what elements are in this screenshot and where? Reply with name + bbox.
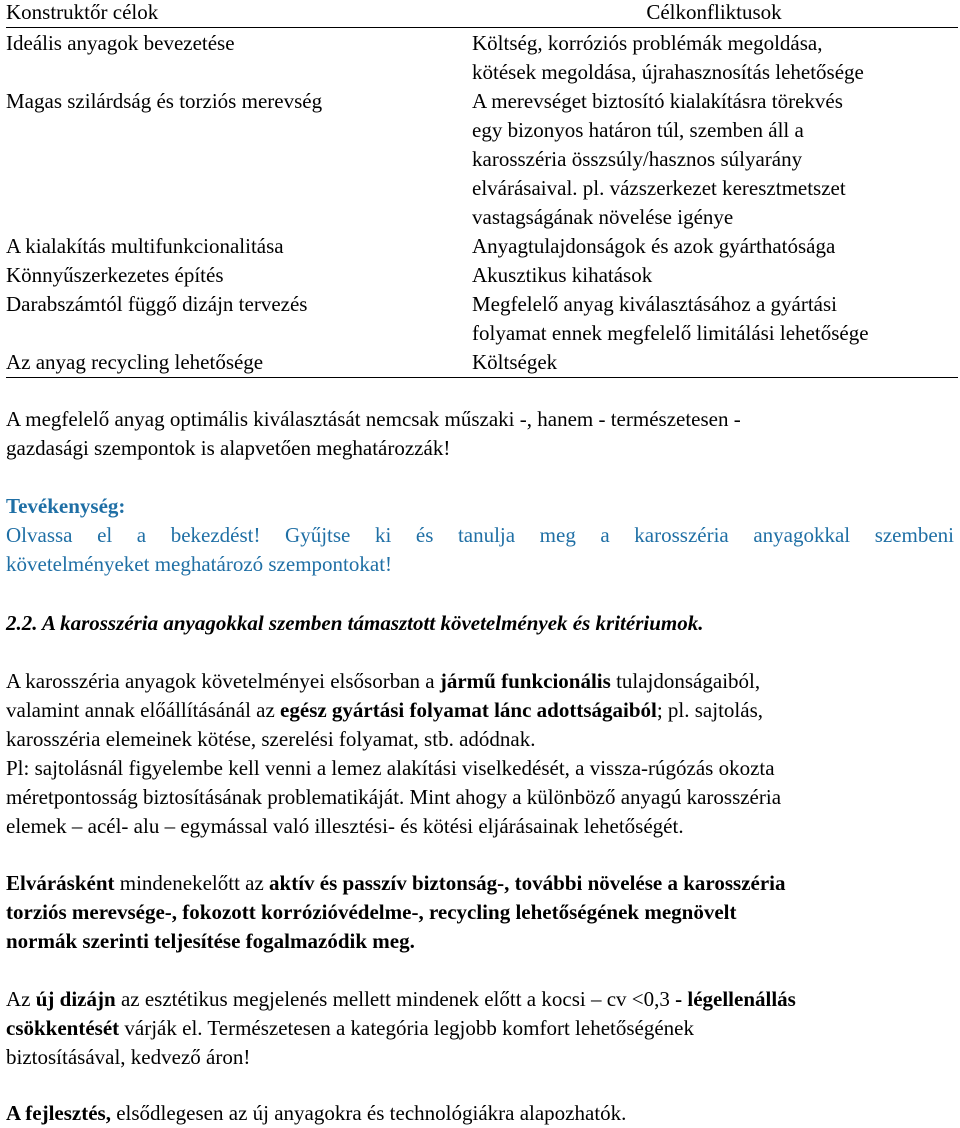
paragraph-line	[6, 985, 954, 1014]
bold-text: aktív és passzív biztonság-, további növelése a karosszéria	[269, 871, 786, 895]
text-run: mindenekelőtt az	[114, 871, 270, 895]
text-run: tulajdonságaiból,	[610, 669, 761, 693]
goal-cell: Könnyűszerkezetes építés	[6, 263, 224, 287]
text-run: elsődlegesen az új anyagokra és technológiákra alapozhatók.	[110, 1101, 627, 1125]
activity-line: Olvassa el a bekezdést! Gyűjtse ki és tanulja meg a karosszéria anyagokkal szembeni	[6, 523, 954, 547]
paragraph-line	[6, 869, 954, 898]
goal-cell: Magas szilárdság és torziós merevség	[6, 89, 323, 113]
conflict-line: kötések megoldása, újrahasznosítás lehetősége	[472, 60, 864, 84]
bold-text: Elvárásként	[6, 871, 115, 895]
conflict-cell	[472, 261, 956, 290]
development-paragraph	[6, 1099, 954, 1128]
requirements-paragraph	[6, 667, 954, 841]
paragraph-line	[6, 1014, 954, 1043]
intro-line: gazdasági szempontok is alapvetően meghatározzák!	[6, 436, 451, 460]
paragraph-line	[6, 667, 954, 696]
bold-text: normák szerinti teljesítése fogalmazódik meg.	[6, 929, 415, 953]
goal-cell: Darabszámtól függő dizájn tervezés	[6, 292, 308, 316]
activity-block	[6, 492, 954, 579]
table-body	[6, 28, 958, 378]
conflict-line: Akusztikus kihatások	[472, 263, 653, 287]
bold-text: A fejlesztés,	[6, 1101, 111, 1125]
conflict-line: Anyagtulajdonságok és azok gyárthatósága	[472, 234, 836, 258]
conflict-cell	[472, 348, 956, 377]
paragraph-line: biztosításával, kedvező áron!	[6, 1045, 251, 1069]
paragraph-line: Pl: sajtolásnál figyelembe kell venni a lemez alakítási viselkedését, a vissza-rúgózás okozta	[6, 756, 775, 780]
text-run: ; pl. sajtolás,	[656, 698, 764, 722]
conflict-cell	[472, 232, 956, 261]
activity-line: követelményeket meghatározó szempontokat!	[6, 552, 393, 576]
text-run: várják el. Természetesen a kategória legjobb komfort lehetőségének	[119, 1016, 694, 1040]
activity-title: Tevékenység:	[6, 494, 126, 518]
paragraph-line: méretpontosság biztosításának problematikáját. Mint ahogy a különböző anyagú karosszéria	[6, 785, 782, 809]
bold-text: jármű funkcionális	[439, 669, 611, 693]
section-title: 2.2. A karosszéria anyagokkal szemben támasztott követelmények és kritériumok.	[6, 611, 704, 635]
table-row	[6, 87, 958, 232]
section-heading	[6, 609, 954, 638]
conflict-cell	[472, 290, 956, 348]
paragraph-line	[6, 898, 954, 927]
paragraph-line: karosszéria elemeinek kötése, szerelési folyamat, stb. adódnak.	[6, 727, 536, 751]
goals-conflicts-table	[6, 0, 958, 378]
goal-cell: Az anyag recycling lehetősége	[6, 350, 264, 374]
conflict-line: A merevséget biztosító kialakításra törekvés	[472, 89, 843, 113]
table-row	[6, 261, 958, 290]
goal-cell: Ideális anyagok bevezetése	[6, 31, 235, 55]
text-run: Az	[6, 987, 36, 1011]
paragraph-line: elemek – acél- alu – egymással való illesztési- és kötési eljárásainak lehetőségét.	[6, 814, 684, 838]
conflict-line: vastagságának növelése igénye	[472, 205, 734, 229]
conflict-line: Megfelelő anyag kiválasztásához a gyártási	[472, 292, 838, 316]
text-run: valamint annak előállításánál az	[6, 698, 281, 722]
bold-text: egész gyártási folyamat lánc adottságaiból	[280, 698, 657, 722]
conflict-line: Költségek	[472, 350, 558, 374]
paragraph-line	[6, 1099, 954, 1128]
paragraph-line	[6, 927, 954, 956]
intro-line: A megfelelő anyag optimális kiválasztását nemcsak műszaki -, hanem - természetesen -	[6, 407, 741, 431]
table-row	[6, 29, 958, 87]
text-run: az esztétikus megjelenés mellett mindenek előtt a kocsi – cv <0,3	[115, 987, 676, 1011]
design-paragraph	[6, 985, 954, 1072]
conflict-cell	[472, 87, 956, 232]
table-row	[6, 232, 958, 261]
paragraph-line	[6, 696, 954, 725]
conflict-cell	[472, 29, 956, 87]
conflict-line: karosszéria összsúly/hasznos súlyarány	[472, 147, 803, 171]
table-header-row	[6, 0, 958, 28]
conflict-line: Költség, korróziós problémák megoldása,	[472, 31, 823, 55]
table-header-goals: Konstruktőr célok	[6, 0, 159, 24]
table-row	[6, 348, 958, 377]
table-header-conflicts: Célkonfliktusok	[646, 0, 782, 24]
bold-text: - légellenállás	[675, 987, 796, 1011]
conflict-line: folyamat ennek megfelelő limitálási lehetősége	[472, 321, 869, 345]
conflict-line: elvárásaival. pl. vázszerkezet keresztmetszet	[472, 176, 846, 200]
text-run: A karosszéria anyagok követelményei elsősorban a	[6, 669, 440, 693]
table-row	[6, 290, 958, 348]
intro-paragraph	[6, 405, 954, 463]
bold-text: új dizájn	[35, 987, 116, 1011]
expectations-paragraph	[6, 869, 954, 956]
bold-text: csökkentését	[6, 1016, 120, 1040]
bold-text: torziós merevsége-, fokozott korrózióvédelme-, recycling lehetőségének megnövelt	[6, 900, 737, 924]
conflict-line: egy bizonyos határon túl, szemben áll a	[472, 118, 804, 142]
goal-cell: A kialakítás multifunkcionalitása	[6, 234, 284, 258]
